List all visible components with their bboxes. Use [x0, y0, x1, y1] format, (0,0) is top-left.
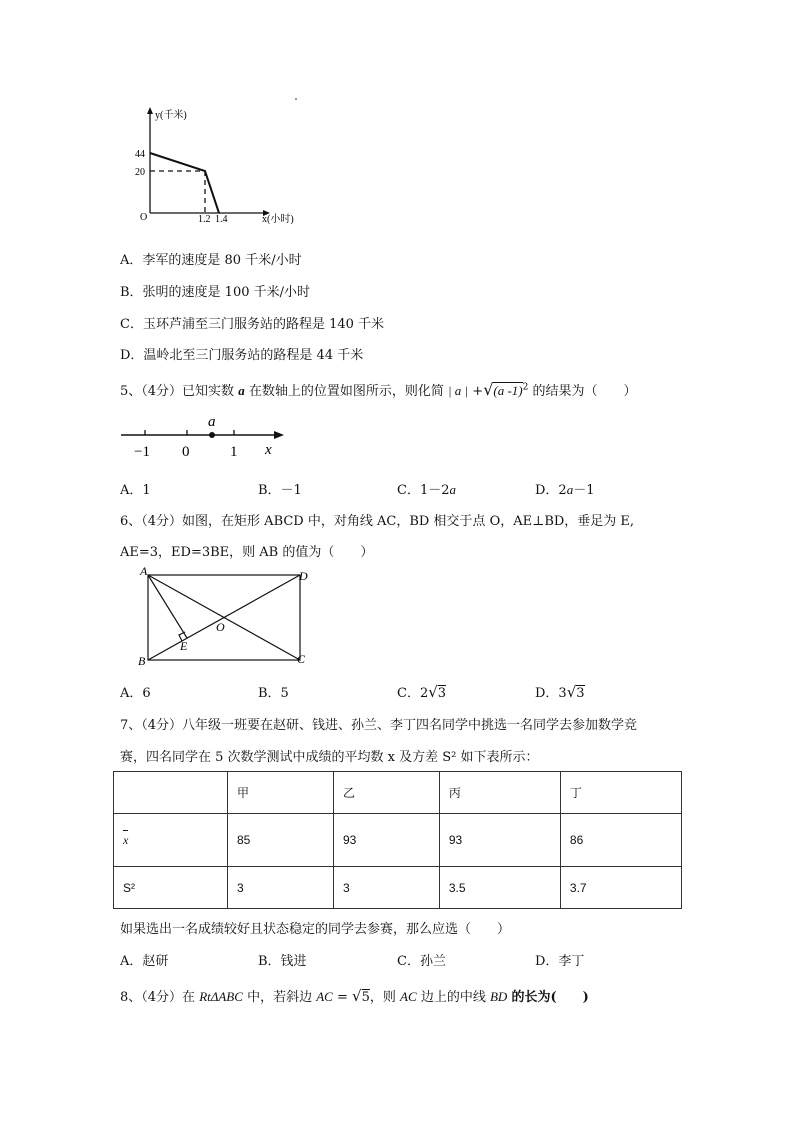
- x-tick-1-2: 1.2: [198, 214, 211, 225]
- q4-option-b: B．张明的速度是 100 千米/小时: [120, 285, 311, 300]
- q5-option-d-pre: D．2: [535, 483, 567, 498]
- q5-sqrt-expr: (a -1): [493, 383, 523, 398]
- q8-eq: =: [337, 990, 348, 1005]
- q8-prefix: 8、（4分）在: [120, 990, 196, 1005]
- q7-option-b: B．钱进: [258, 954, 307, 969]
- table-cell: 3: [228, 867, 334, 909]
- table-header-cell: 丁: [560, 772, 681, 814]
- tick-0: 0: [182, 444, 190, 460]
- table-header-row: [114, 772, 682, 814]
- q6-option-c: [397, 682, 446, 701]
- x-axis-label: x(小时): [262, 214, 294, 225]
- q7-line1: 7、（4分）八年级一班要在赵研、钱进、孙兰、李丁四名同学中挑选一名同学去参加数学竞: [120, 718, 638, 733]
- y-tick-20: 20: [135, 167, 145, 178]
- point-e: E: [180, 639, 188, 653]
- q6-line1: 6、（4分）如图，在矩形 ABCD 中，对角线 AC，BD 相交于点 O，AE⊥BD，垂足为 E,: [120, 514, 635, 529]
- q5-option-d-post: －1: [573, 483, 595, 498]
- q8-suffix: 的长为( ): [511, 990, 589, 1005]
- q5-plus: +: [472, 384, 484, 399]
- q8-mid2: ，则: [369, 990, 396, 1005]
- table-header-cell: 甲: [228, 772, 334, 814]
- q5-option-c-var: a: [449, 482, 456, 497]
- scan-dot: [295, 98, 297, 100]
- q4-option-c: C．玉环芦浦至三门服务站的路程是 140 千米: [120, 317, 385, 332]
- q8-ac2: AC: [400, 989, 417, 1004]
- q8-bd: BD: [489, 989, 508, 1004]
- axis-x-label: x: [265, 442, 272, 458]
- table-cell: 85: [228, 814, 334, 867]
- q6-option-d: [535, 682, 585, 701]
- point-a: A: [140, 564, 148, 578]
- y-tick-44: 44: [135, 149, 145, 160]
- q5-sqrt-sign: √: [483, 380, 494, 399]
- q8-triangle: RtΔABC: [199, 989, 243, 1004]
- table-cell: 3.7: [560, 867, 681, 909]
- mean-symbol: x: [123, 832, 129, 847]
- table-cell: [114, 772, 228, 814]
- q5-option-d: [535, 479, 594, 498]
- table-cell: 86: [560, 814, 681, 867]
- q6-option-d-pre: D．3: [535, 686, 567, 701]
- table-row: [114, 814, 682, 867]
- q5-prefix: 5、（4分）已知实数: [120, 384, 235, 399]
- point-o: O: [216, 620, 225, 634]
- table-row: [114, 867, 682, 909]
- q8-mid3: 边上的中线: [420, 990, 486, 1005]
- point-d: D: [299, 569, 308, 583]
- q5-option-a: A．1: [120, 483, 151, 498]
- point-a-label: a: [208, 414, 216, 430]
- q5-var-a: a: [238, 383, 245, 398]
- table-header-cell: 丙: [439, 772, 560, 814]
- q7-line2: 赛，四名同学在 5 次数学测试中成绩的平均数 x 及方差 S² 如下表所示：: [120, 750, 539, 765]
- variance-label-cell: S²: [114, 867, 228, 909]
- q5-stem: [120, 380, 637, 399]
- q5-mid: 在数轴上的位置如图所示，则化简: [248, 384, 444, 399]
- distance-time-graph: [130, 96, 310, 231]
- q5-option-b: B．－1: [258, 483, 302, 498]
- q6-line2: AE=3，ED=3BE，则 AB 的值为（ ）: [120, 545, 374, 560]
- q7-option-d: D．李丁: [535, 954, 585, 969]
- q6-option-a: A．6: [120, 686, 151, 701]
- x-tick-1-4: 1.4: [215, 214, 228, 225]
- q7-option-a: A．赵研: [120, 954, 169, 969]
- q5-suffix: 的结果为（ ）: [532, 384, 637, 399]
- q5-abs-expr: | a |: [447, 383, 469, 398]
- q4-option-a: A．李军的速度是 80 千米/小时: [120, 253, 302, 268]
- point-c: C: [297, 652, 306, 666]
- q8-sqrt5: 5: [361, 990, 370, 1005]
- score-table: [113, 771, 682, 909]
- q7-option-c: C．孙兰: [397, 954, 446, 969]
- rectangle-figure: [136, 564, 316, 670]
- table-header-cell: 乙: [333, 772, 439, 814]
- graph-line: [150, 153, 219, 213]
- tick-1: 1: [230, 444, 238, 460]
- number-line: [118, 410, 293, 465]
- q8-ac: AC: [316, 989, 333, 1004]
- q6-option-c-pre: C．2: [397, 686, 429, 701]
- q8-stem: [120, 986, 589, 1005]
- table-cell: 93: [439, 814, 560, 867]
- y-axis-label: y(千米): [155, 110, 187, 121]
- q8-mid1: 中，若斜边: [247, 990, 313, 1005]
- q7-question: 如果选出一名成绩较好且状态稳定的同学去参赛，那么应选（ ）: [120, 922, 511, 937]
- mean-label-cell: [114, 814, 228, 867]
- q6-option-c-sqrt: √: [428, 683, 438, 701]
- q6-option-d-sqrt: √: [566, 683, 577, 701]
- q5-sup2: 2: [522, 382, 529, 393]
- q6-option-c-rad: 3: [437, 686, 447, 701]
- q5-option-c-pre: C．1－2: [397, 483, 450, 498]
- q4-option-d: D．温岭北至三门服务站的路程是 44 千米: [120, 348, 364, 363]
- origin-label: O: [140, 212, 148, 223]
- table-cell: 3: [333, 867, 439, 909]
- q8-sqrt-sign: √: [352, 987, 362, 1005]
- tick-minus-1: −1: [134, 444, 150, 460]
- q5-option-c: [397, 479, 456, 498]
- q5-option-d-var: a: [566, 482, 574, 497]
- table-cell: 3.5: [439, 867, 560, 909]
- q6-option-b: B．5: [258, 686, 289, 701]
- q6-option-d-rad: 3: [576, 686, 585, 701]
- table-cell: 93: [333, 814, 439, 867]
- point-b: B: [138, 654, 146, 668]
